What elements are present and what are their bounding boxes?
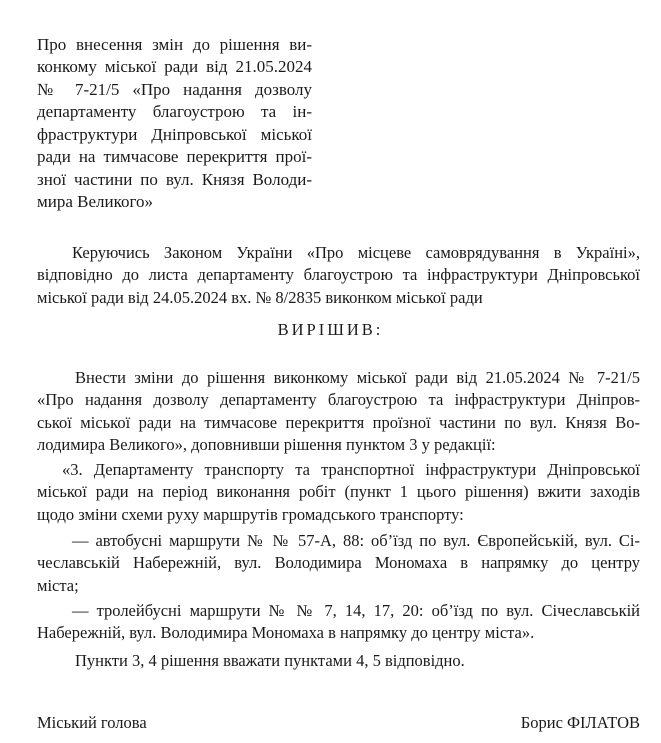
paragraph-line: Пункти 3, 4 рішення вважати пунктами 4, 5 відповідно. [75, 651, 465, 670]
title-line: ради на тимчасове перекриття прої- [37, 147, 312, 166]
title-line: фраструктури Дніпровської міської [37, 125, 312, 144]
preamble-line: Керуючись Законом України «Про місцеве самоврядування в Україні», [72, 243, 640, 262]
decided-heading: ВИРІШИВ: [277, 320, 384, 339]
bullet-line: міста; [37, 576, 79, 595]
title-line: № 7-21/5 «Про надання дозволу [37, 80, 312, 99]
paragraph-line: щодо зміни схеми руху маршрутів громадського транспорту: [37, 505, 464, 524]
signature-name: Борис ФІЛАТОВ [520, 713, 640, 732]
title-line: зної частини по вул. Князя Володи- [37, 170, 312, 189]
bullet-line: — тролейбусні маршрути № № 7, 14, 17, 20: об’їзд по вул. Січеславській [72, 601, 640, 620]
paragraph-line: міської ради на період виконання робіт (пункт 1 цього рішення) вжити заходів [37, 482, 640, 501]
preamble-line: відповідно до листа департаменту благоустрою та інфраструктури Дніпровської [37, 265, 640, 284]
paragraph-line: лодимира Великого», доповнивши рішення пунктом 3 у редакції: [37, 435, 496, 454]
paragraph-line: «3. Департаменту транспорту та транспортної інфраструктури Дніпровської [62, 460, 640, 479]
preamble-line: міської ради від 24.05.2024 вх. № 8/2835 виконком міської ради [37, 288, 483, 307]
bullet-line: Набережній, вул. Володимира Мономаха в напрямку до центру міста». [37, 623, 535, 642]
paragraph-line: Внести зміни до рішення виконкому міської ради від 21.05.2024 № 7-21/5 [75, 368, 640, 387]
paragraph-line: «Про надання дозволу департаменту благоустрою та інфраструктури Дніпров- [37, 390, 640, 409]
title-line: конкому міської ради від 21.05.2024 [37, 57, 312, 76]
paragraph-line: ської міської ради на тимчасове перекриття проїзної частини по вул. Князя Во- [37, 413, 640, 432]
title-line: мира Великого» [37, 192, 154, 211]
signature-position: Міський голова [37, 713, 147, 732]
bullet-line: чеславській Набережній, вул. Володимира Мономаха в напрямку до центру [37, 553, 640, 572]
bullet-line: — автобусні маршрути № № 57-А, 88: об’їзд по вул. Європейській, вул. Сі- [72, 531, 640, 550]
title-line: департаменту благоустрою та ін- [37, 102, 312, 121]
title-line: Про внесення змін до рішення ви- [37, 35, 312, 54]
